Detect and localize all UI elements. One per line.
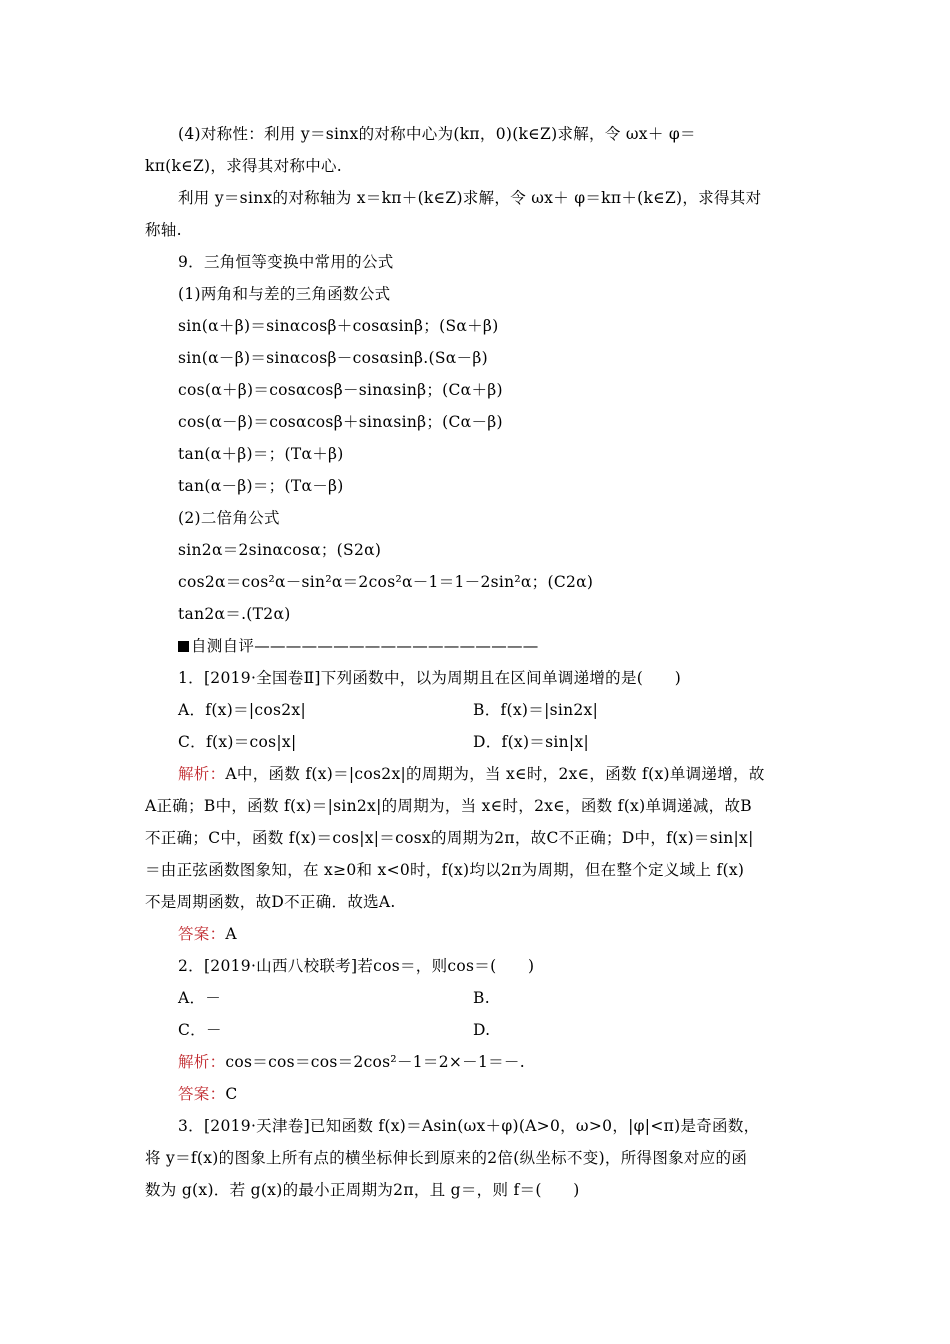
- solution-line: 解析：cos＝cos＝cos＝2cos²－1＝2×－1＝－.: [178, 1053, 525, 1071]
- subsection-heading: (2)二倍角公式: [178, 509, 280, 527]
- text-line: 利用 y＝sinx的对称轴为 x＝kπ＋(k∈Z)求解，令 ωx＋ φ＝kπ＋(k∈Z)，求得其对: [178, 189, 762, 207]
- answer-label: 答案：: [178, 1085, 226, 1103]
- answer-line: 答案：A: [178, 925, 237, 943]
- formula-line: tan(α－β)＝；(Tα－β): [178, 477, 344, 495]
- formula-line: cos2α＝cos²α－sin²α＝2cos²α－1＝1－2sin²α；(C2α): [178, 573, 594, 591]
- formula-line: cos(α－β)＝cosαcosβ＋sinαsinβ；(Cα－β): [178, 413, 503, 431]
- formula-line: tan2α＝.(T2α): [178, 605, 291, 623]
- question-3: 3．[2019·天津卷]已知函数 f(x)＝Asin(ωx＋φ)(A>0，ω>0，|φ|<π)是奇函数，: [178, 1117, 760, 1135]
- option-d: D．f(x)＝sin|x|: [473, 733, 589, 751]
- subsection-heading: (1)两角和与差的三角函数公式: [178, 285, 391, 303]
- question-3-line: 数为 g(x)．若 g(x)的最小正周期为2π，且 g＝，则 f＝( ): [145, 1181, 580, 1199]
- option-a: A．－: [178, 989, 222, 1007]
- formula-line: sin(α－β)＝sinαcosβ－cosαsinβ.(Sα－β): [178, 349, 488, 367]
- question-2: 2．[2019·山西八校联考]若cos＝，则cos＝( ): [178, 957, 535, 975]
- self-test-heading: 自测自评——————————————————: [178, 636, 539, 656]
- option-b: B．f(x)＝|sin2x|: [473, 701, 599, 719]
- answer-line: 答案：C: [178, 1085, 238, 1103]
- formula-line: sin(α＋β)＝sinαcosβ＋cosαsinβ；(Sα＋β): [178, 317, 499, 335]
- option-c: C．－: [178, 1021, 222, 1039]
- section-heading: 9．三角恒等变换中常用的公式: [178, 253, 394, 271]
- question-1: 1．[2019·全国卷Ⅱ]下列函数中，以为周期且在区间单调递增的是( ): [178, 669, 682, 687]
- formula-line: cos(α＋β)＝cosαcosβ－sinαsinβ；(Cα＋β): [178, 381, 503, 399]
- formula-line: sin2α＝2sinαcosα；(S2α): [178, 541, 382, 559]
- solution-line: 不是周期函数，故D不正确．故选A.: [145, 893, 396, 911]
- question-3-line: 将 y＝f(x)的图象上所有点的横坐标伸长到原来的2倍(纵坐标不变)，所得图象对应的函: [145, 1149, 748, 1167]
- solution-label: 解析：: [178, 765, 226, 783]
- text-line: kπ(k∈Z)，求得其对称中心.: [145, 157, 343, 175]
- solution-line: A正确；B中，函数 f(x)＝|sin2x|的周期为，当 x∈时，2x∈，函数 f(x)单调递减，故B: [145, 797, 752, 815]
- solution-line: 不正确；C中，函数 f(x)＝cos|x|＝cosx的周期为2π，故C不正确；D中，f(x)＝sin|x|: [145, 829, 754, 847]
- solution-line: 解析：A中，函数 f(x)＝|cos2x|的周期为，当 x∈时，2x∈，函数 f(x)单调递增，故: [178, 765, 765, 783]
- solution-line: ＝由正弦函数图象知，在 x≥0和 x<0时，f(x)均以2π为周期，但在整个定义域上 f(x): [145, 861, 745, 879]
- text-line: (4)对称性：利用 y＝sinx的对称中心为(kπ，0)(k∈Z)求解，令 ωx＋ φ＝: [178, 125, 696, 143]
- text-line: 称轴.: [145, 221, 182, 239]
- solution-label: 解析：: [178, 1053, 226, 1071]
- formula-line: tan(α＋β)＝；(Tα＋β): [178, 445, 344, 463]
- option-d: D.: [473, 1021, 491, 1039]
- option-c: C．f(x)＝cos|x|: [178, 733, 297, 751]
- option-a: A．f(x)＝|cos2x|: [178, 701, 306, 719]
- answer-label: 答案：: [178, 925, 226, 943]
- option-b: B.: [473, 989, 490, 1007]
- square-bullet-icon: [178, 641, 189, 652]
